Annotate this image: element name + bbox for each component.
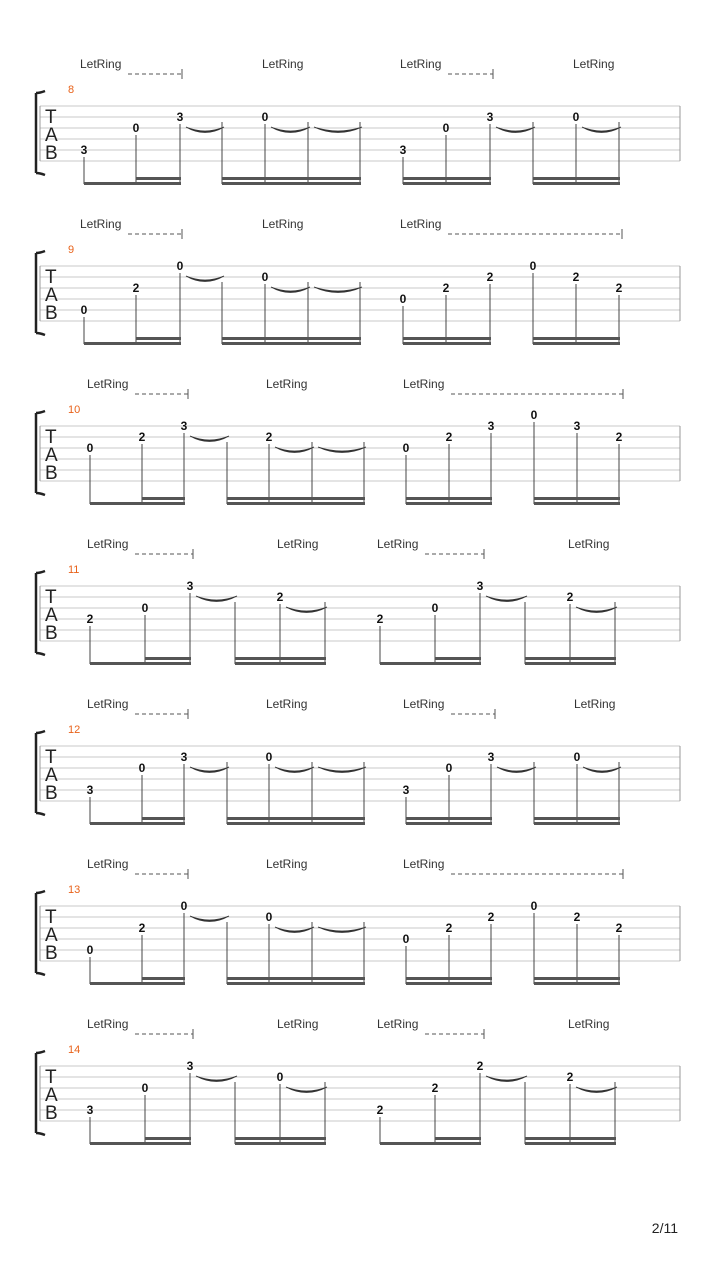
letring-label: LetRing bbox=[87, 537, 129, 551]
fret-number: 2 bbox=[276, 590, 284, 604]
beam-secondary bbox=[406, 817, 492, 820]
beam-secondary bbox=[534, 497, 620, 500]
fret-number: 0 bbox=[402, 932, 410, 946]
fret-number: 0 bbox=[180, 899, 188, 913]
fret-number: 0 bbox=[80, 303, 88, 317]
tab-clef-letter: T bbox=[45, 747, 57, 768]
letring-label: LetRing bbox=[266, 377, 308, 391]
beam-secondary bbox=[534, 817, 620, 820]
fret-number: 0 bbox=[431, 601, 439, 615]
fret-number: 0 bbox=[573, 750, 581, 764]
fret-number: 0 bbox=[265, 910, 273, 924]
letring-label: LetRing bbox=[266, 697, 308, 711]
measure-number: 13 bbox=[68, 884, 81, 896]
beam-secondary bbox=[136, 177, 181, 180]
letring-label: LetRing bbox=[403, 857, 445, 871]
tab-clef-letter: B bbox=[45, 303, 58, 324]
tab-clef-letter: T bbox=[45, 907, 57, 928]
beam-primary bbox=[406, 822, 492, 825]
tab-clef-letter: B bbox=[45, 783, 58, 804]
letring-label: LetRing bbox=[403, 697, 445, 711]
fret-number: 3 bbox=[180, 750, 188, 764]
fret-number: 0 bbox=[529, 259, 537, 273]
beam-primary bbox=[235, 662, 326, 665]
fret-number: 3 bbox=[86, 783, 94, 797]
fret-number: 2 bbox=[615, 430, 623, 444]
letring-label: LetRing bbox=[568, 1017, 610, 1031]
fret-number: 0 bbox=[141, 601, 149, 615]
tab-clef-letter: A bbox=[45, 925, 58, 946]
beam-secondary bbox=[525, 1137, 616, 1140]
tab-clef-letter: B bbox=[45, 463, 58, 484]
fret-number: 0 bbox=[530, 408, 538, 422]
beam-primary bbox=[227, 502, 365, 505]
letring-label: LetRing bbox=[80, 217, 122, 231]
letring-label: LetRing bbox=[87, 697, 129, 711]
letring-label: LetRing bbox=[266, 857, 308, 871]
fret-number: 0 bbox=[261, 110, 269, 124]
fret-number: 2 bbox=[132, 281, 140, 295]
beam-primary bbox=[403, 182, 491, 185]
letring-label: LetRing bbox=[80, 57, 122, 71]
fret-number: 2 bbox=[566, 1070, 574, 1084]
measure-number: 10 bbox=[68, 404, 81, 416]
tab-system bbox=[36, 1017, 680, 1145]
fret-number: 3 bbox=[80, 143, 88, 157]
beam-secondary bbox=[235, 657, 326, 660]
beam-primary bbox=[90, 822, 185, 825]
fret-number: 3 bbox=[180, 419, 188, 433]
fret-number: 2 bbox=[566, 590, 574, 604]
beam-secondary bbox=[235, 1137, 326, 1140]
beam-secondary bbox=[142, 977, 185, 980]
tab-clef-letter: B bbox=[45, 143, 58, 164]
tab-system bbox=[36, 377, 680, 505]
beam-primary bbox=[227, 822, 365, 825]
fret-number: 3 bbox=[402, 783, 410, 797]
beam-primary bbox=[84, 182, 181, 185]
letring-label: LetRing bbox=[377, 1017, 419, 1031]
tab-system bbox=[36, 857, 680, 985]
beam-primary bbox=[406, 502, 492, 505]
beam-secondary bbox=[403, 177, 491, 180]
beam-primary bbox=[227, 982, 365, 985]
tab-system bbox=[36, 537, 680, 665]
tab-clef-letter: A bbox=[45, 125, 58, 146]
fret-number: 0 bbox=[445, 761, 453, 775]
beam-secondary bbox=[435, 1137, 481, 1140]
beam-primary bbox=[534, 502, 620, 505]
tab-clef-letter: T bbox=[45, 587, 57, 608]
fret-number: 3 bbox=[487, 750, 495, 764]
fret-number: 2 bbox=[572, 270, 580, 284]
tab-clef-letter: A bbox=[45, 445, 58, 466]
tab-clef-letter: T bbox=[45, 107, 57, 128]
beam-secondary bbox=[136, 337, 181, 340]
beam-secondary bbox=[406, 977, 492, 980]
letring-label: LetRing bbox=[87, 377, 129, 391]
beam-primary bbox=[84, 342, 181, 345]
tab-system bbox=[36, 697, 680, 825]
fret-number: 2 bbox=[487, 910, 495, 924]
beam-primary bbox=[380, 662, 481, 665]
beam-primary bbox=[525, 662, 616, 665]
beam-secondary bbox=[403, 337, 491, 340]
fret-number: 2 bbox=[431, 1081, 439, 1095]
beam-secondary bbox=[222, 177, 361, 180]
fret-number: 2 bbox=[138, 921, 146, 935]
fret-number: 0 bbox=[141, 1081, 149, 1095]
tab-clef-letter: B bbox=[45, 623, 58, 644]
beam-primary bbox=[90, 982, 185, 985]
fret-number: 2 bbox=[442, 281, 450, 295]
letring-label: LetRing bbox=[400, 57, 442, 71]
tab-system bbox=[36, 57, 680, 185]
fret-number: 0 bbox=[86, 441, 94, 455]
beam-secondary bbox=[533, 177, 620, 180]
fret-number: 0 bbox=[399, 292, 407, 306]
fret-number: 0 bbox=[132, 121, 140, 135]
letring-label: LetRing bbox=[87, 857, 129, 871]
fret-number: 2 bbox=[573, 910, 581, 924]
fret-number: 3 bbox=[573, 419, 581, 433]
fret-number: 2 bbox=[615, 921, 623, 935]
fret-number: 2 bbox=[138, 430, 146, 444]
beam-secondary bbox=[525, 657, 616, 660]
fret-number: 3 bbox=[487, 419, 495, 433]
fret-number: 0 bbox=[176, 259, 184, 273]
beam-secondary bbox=[435, 657, 481, 660]
tab-clef-letter: T bbox=[45, 267, 57, 288]
beam-secondary bbox=[227, 977, 365, 980]
measure-number: 12 bbox=[68, 724, 81, 736]
tab-system bbox=[36, 217, 680, 345]
beam-primary bbox=[525, 1142, 616, 1145]
fret-number: 3 bbox=[86, 1103, 94, 1117]
beam-secondary bbox=[227, 497, 365, 500]
fret-number: 2 bbox=[376, 1103, 384, 1117]
letring-label: LetRing bbox=[403, 377, 445, 391]
beam-secondary bbox=[533, 337, 620, 340]
fret-number: 2 bbox=[476, 1059, 484, 1073]
beam-primary bbox=[403, 342, 491, 345]
measure-number: 11 bbox=[68, 564, 80, 576]
beam-secondary bbox=[145, 657, 191, 660]
beam-primary bbox=[222, 182, 361, 185]
fret-number: 2 bbox=[265, 430, 273, 444]
letring-label: LetRing bbox=[262, 217, 304, 231]
fret-number: 3 bbox=[476, 579, 484, 593]
fret-number: 0 bbox=[530, 899, 538, 913]
fret-number: 3 bbox=[399, 143, 407, 157]
tab-clef-letter: T bbox=[45, 427, 57, 448]
letring-label: LetRing bbox=[87, 1017, 129, 1031]
fret-number: 3 bbox=[176, 110, 184, 124]
beam-primary bbox=[380, 1142, 481, 1145]
beam-primary bbox=[222, 342, 361, 345]
letring-label: LetRing bbox=[277, 1017, 319, 1031]
beam-primary bbox=[406, 982, 492, 985]
letring-label: LetRing bbox=[262, 57, 304, 71]
letring-label: LetRing bbox=[277, 537, 319, 551]
beam-primary bbox=[534, 822, 620, 825]
beam-primary bbox=[235, 1142, 326, 1145]
tab-clef-letter: A bbox=[45, 285, 58, 306]
fret-number: 3 bbox=[186, 1059, 194, 1073]
tab-clef-letter: B bbox=[45, 1103, 58, 1124]
fret-number: 2 bbox=[376, 612, 384, 626]
fret-number: 2 bbox=[445, 921, 453, 935]
beam-primary bbox=[533, 182, 620, 185]
letring-label: LetRing bbox=[400, 217, 442, 231]
beam-primary bbox=[90, 1142, 191, 1145]
beam-primary bbox=[90, 662, 191, 665]
beam-secondary bbox=[406, 497, 492, 500]
fret-number: 0 bbox=[261, 270, 269, 284]
fret-number: 0 bbox=[265, 750, 273, 764]
beam-primary bbox=[534, 982, 620, 985]
fret-number: 0 bbox=[442, 121, 450, 135]
letring-label: LetRing bbox=[377, 537, 419, 551]
fret-number: 2 bbox=[486, 270, 494, 284]
tab-clef-letter: T bbox=[45, 1067, 57, 1088]
fret-number: 2 bbox=[615, 281, 623, 295]
tab-clef-letter: A bbox=[45, 605, 58, 626]
beam-primary bbox=[533, 342, 620, 345]
fret-number: 0 bbox=[276, 1070, 284, 1084]
tab-clef-letter: A bbox=[45, 765, 58, 786]
letring-label: LetRing bbox=[573, 57, 615, 71]
fret-number: 0 bbox=[138, 761, 146, 775]
letring-label: LetRing bbox=[568, 537, 610, 551]
beam-secondary bbox=[534, 977, 620, 980]
fret-number: 3 bbox=[486, 110, 494, 124]
fret-number: 2 bbox=[86, 612, 94, 626]
fret-number: 2 bbox=[445, 430, 453, 444]
fret-number: 0 bbox=[86, 943, 94, 957]
beam-secondary bbox=[145, 1137, 191, 1140]
fret-number: 0 bbox=[572, 110, 580, 124]
beam-secondary bbox=[227, 817, 365, 820]
page-number: 2/11 bbox=[651, 1220, 678, 1236]
letring-label: LetRing bbox=[574, 697, 616, 711]
measure-number: 8 bbox=[68, 84, 75, 96]
beam-secondary bbox=[142, 817, 185, 820]
measure-number: 9 bbox=[68, 244, 75, 256]
beam-secondary bbox=[222, 337, 361, 340]
beam-secondary bbox=[142, 497, 185, 500]
beam-primary bbox=[90, 502, 185, 505]
measure-number: 14 bbox=[68, 1044, 81, 1056]
tab-clef-letter: B bbox=[45, 943, 58, 964]
tab-clef-letter: A bbox=[45, 1085, 58, 1106]
fret-number: 0 bbox=[402, 441, 410, 455]
fret-number: 3 bbox=[186, 579, 194, 593]
